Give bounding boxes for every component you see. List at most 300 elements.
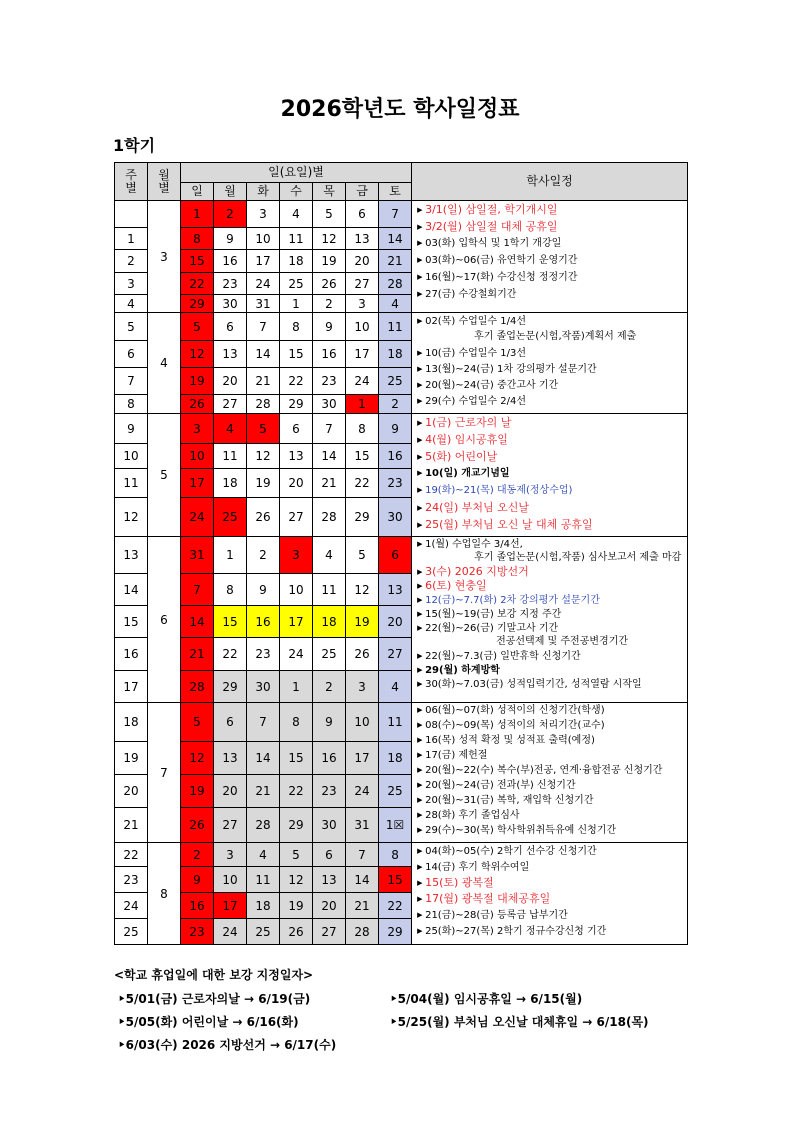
event-text: 20(월)~24(금) 중간고사 기간 (425, 380, 559, 391)
bullet-icon: ▶ (417, 540, 423, 548)
day-cell: 2 (379, 395, 412, 414)
week-number: 13 (115, 537, 148, 574)
event-item (412, 345, 687, 361)
day-cell: 1 (346, 395, 379, 414)
day-cell: 12 (313, 228, 346, 250)
day-cell: 17 (214, 893, 247, 919)
event-item (412, 448, 687, 465)
bullet-icon: ▶ (417, 666, 423, 674)
event-item (412, 252, 687, 269)
day-cell: 19 (313, 250, 346, 273)
bullet-icon: ▶ (417, 290, 423, 298)
event-item (412, 677, 687, 691)
day-cell: 6 (214, 703, 247, 742)
day-cell: 12 (181, 341, 214, 368)
day-cell: 13 (214, 341, 247, 368)
event-text: 4(월) 임시공휴일 (425, 433, 508, 446)
day-cell: 27 (313, 919, 346, 945)
day-header: 금 (346, 183, 379, 201)
day-cell: 30 (214, 295, 247, 313)
event-text: 15(월)~19(금) 보강 지정 주간 (425, 609, 562, 620)
day-cell: 4 (379, 295, 412, 313)
bullet-icon: ▶ (417, 624, 423, 632)
day-header: 목 (313, 183, 346, 201)
day-cell: 5 (181, 313, 214, 341)
event-item (412, 579, 687, 593)
bullet-icon: ▶ (417, 521, 423, 529)
day-cell: 15 (379, 867, 412, 893)
day-cell: 24 (346, 368, 379, 395)
day-cell: 5 (247, 414, 280, 444)
day-cell: 28 (313, 498, 346, 537)
bullet-icon: ▶ (417, 826, 423, 834)
event-text: 30(화)~7.03(금) 성적입력기간, 성적열람 시작일 (425, 679, 642, 690)
day-cell: 16 (313, 742, 346, 775)
bullet-icon: ▶ (417, 863, 423, 871)
bullet-icon: ▶ (417, 504, 423, 512)
day-cell: 4 (313, 537, 346, 574)
day-cell: 19 (346, 606, 379, 638)
bullet-icon: ▶ (417, 927, 423, 935)
day-cell: 24 (214, 919, 247, 945)
event-text: 27(금) 수강철회기간 (425, 289, 517, 300)
day-cell: 27 (280, 498, 313, 537)
event-item (412, 621, 687, 635)
day-cell: 16 (214, 250, 247, 273)
week-number: 22 (115, 843, 148, 867)
day-cell: 20 (214, 368, 247, 395)
day-cell: 14 (247, 742, 280, 775)
day-cell: 15 (181, 250, 214, 273)
day-cell: 25 (280, 273, 313, 295)
day-cell: 7 (313, 414, 346, 444)
day-cell: 26 (280, 919, 313, 945)
bullet-icon: ▶ (417, 706, 423, 714)
month-label: 3 (148, 201, 181, 313)
day-cell: 30 (313, 395, 346, 414)
week-number: 16 (115, 638, 148, 671)
week-number: 18 (115, 703, 148, 742)
day-cell: 22 (181, 273, 214, 295)
day-cell: 15 (280, 341, 313, 368)
day-cell: 18 (379, 341, 412, 368)
day-cell: 10 (346, 313, 379, 341)
day-cell: 15 (214, 606, 247, 638)
event-item (412, 808, 687, 823)
day-cell: 4 (280, 201, 313, 228)
day-cell: 17 (247, 250, 280, 273)
event-item (412, 499, 687, 516)
day-cell: 4 (247, 843, 280, 867)
event-text: 22(월)~7.3(금) 일반휴학 신청기간 (425, 651, 581, 662)
day-cell: 11 (280, 228, 313, 250)
event-item (412, 891, 687, 907)
day-cell: 9 (181, 867, 214, 893)
week-number: 19 (115, 742, 148, 775)
day-cell: 20 (313, 893, 346, 919)
bullet-icon: ▶ (417, 911, 423, 919)
day-cell: 2 (313, 671, 346, 703)
day-cell: 31 (346, 808, 379, 843)
day-cell: 11 (313, 574, 346, 606)
week-row (115, 414, 688, 444)
day-cell: 19 (280, 893, 313, 919)
day-cell: 6 (214, 313, 247, 341)
day-cell: 20 (280, 469, 313, 498)
event-item (412, 201, 687, 218)
day-cell: 20 (379, 606, 412, 638)
week-header: 주 별 (115, 163, 148, 201)
event-text: 17(월) 광복절 대체공휴일 (425, 892, 551, 905)
makeup-note: ‣5/25(월) 부처님 오신날 대체휴일 → 6/18(목) (390, 1015, 649, 1029)
bullet-icon: ▶ (417, 736, 423, 744)
month-header: 월 별 (148, 163, 181, 201)
day-cell: 28 (379, 273, 412, 295)
event-item (412, 286, 687, 303)
day-cell: 17 (346, 742, 379, 775)
event-text: 12(금)~7.7(화) 2차 강의평가 설문기간 (425, 595, 600, 606)
event-text: 16(목) 성적 확정 및 성적표 출력(예정) (425, 735, 595, 746)
event-text: 20(월)~22(수) 복수(부)전공, 연계·융합전공 신청기간 (425, 765, 663, 776)
day-header: 토 (379, 183, 412, 201)
day-cell: 22 (280, 775, 313, 808)
event-text: 29(수)~30(목) 학사학위취득유예 신청기간 (425, 825, 617, 836)
day-cell: 21 (181, 638, 214, 671)
day-cell: 8 (214, 574, 247, 606)
day-cell: 3 (247, 201, 280, 228)
day-cell: 8 (181, 228, 214, 250)
bullet-icon: ▶ (417, 652, 423, 660)
day-cell: 14 (346, 867, 379, 893)
day-cell: 5 (181, 703, 214, 742)
event-text: 6(토) 현충일 (425, 579, 487, 592)
day-cell: 24 (346, 775, 379, 808)
week-number: 9 (115, 414, 148, 444)
event-text: 16(월)~17(화) 수강신청 정정기간 (425, 272, 578, 283)
day-cell: 29 (346, 498, 379, 537)
day-cell: 4 (379, 671, 412, 703)
day-cell: 27 (214, 395, 247, 414)
week-number: 17 (115, 671, 148, 703)
day-cell: 2 (214, 201, 247, 228)
day-cell: 8 (280, 313, 313, 341)
day-cell: 13 (214, 742, 247, 775)
bullet-icon: ▶ (417, 610, 423, 618)
bullet-icon: ▶ (417, 879, 423, 887)
event-item (412, 235, 687, 252)
event-item (412, 377, 687, 393)
day-header: 일 (181, 183, 214, 201)
day-cell: 20 (214, 775, 247, 808)
week-row (115, 537, 688, 574)
week-number: 3 (115, 273, 148, 295)
day-cell: 21 (379, 250, 412, 273)
bullet-icon: ▶ (417, 811, 423, 819)
events-header: 학사일정 (412, 163, 688, 201)
bullet-icon: ▶ (417, 397, 423, 405)
event-item (412, 875, 687, 891)
day-cell: 23 (313, 775, 346, 808)
day-cell: 16 (379, 444, 412, 469)
day-cell: 7 (181, 574, 214, 606)
bullet-icon: ▶ (417, 223, 423, 231)
week-number: 12 (115, 498, 148, 537)
day-cell: 12 (346, 574, 379, 606)
bullet-icon: ▶ (417, 796, 423, 804)
day-cell: 19 (181, 775, 214, 808)
day-cell: 14 (247, 341, 280, 368)
event-text: 20(월)~31(금) 복학, 재입학 신청기간 (425, 795, 594, 806)
day-cell: 25 (313, 638, 346, 671)
day-cell: 23 (313, 368, 346, 395)
bullet-icon: ▶ (417, 847, 423, 855)
day-cell: 6 (313, 843, 346, 867)
day-cell: 1 (280, 671, 313, 703)
event-item (412, 663, 687, 677)
month-events (412, 313, 688, 414)
day-cell: 2 (313, 295, 346, 313)
event-item (412, 907, 687, 923)
month-events (412, 414, 688, 537)
week-number: 7 (115, 368, 148, 395)
week-number: 24 (115, 893, 148, 919)
day-cell: 30 (313, 808, 346, 843)
event-item (412, 482, 687, 499)
event-item (412, 537, 687, 551)
event-item (412, 778, 687, 793)
day-cell: 26 (247, 498, 280, 537)
event-item (412, 329, 687, 345)
event-text: 1(월) 수업일수 3/4선, (425, 539, 523, 550)
week-number: 2 (115, 250, 148, 273)
day-cell: 23 (379, 469, 412, 498)
week-number: 10 (115, 444, 148, 469)
event-text: 08(수)~09(목) 성적이의 처리기간(교수) (425, 720, 605, 731)
bullet-icon: ▶ (417, 781, 423, 789)
day-cell: 10 (181, 444, 214, 469)
event-text: 24(일) 부처님 오신날 (425, 501, 530, 514)
day-cell: 8 (346, 414, 379, 444)
bullet-icon: ▶ (417, 365, 423, 373)
month-label: 8 (148, 843, 181, 945)
day-cell: 22 (280, 368, 313, 395)
day-cell: 7 (346, 843, 379, 867)
week-number: 11 (115, 469, 148, 498)
day-cell: 15 (280, 742, 313, 775)
day-cell: 22 (346, 469, 379, 498)
bullet-icon: ▶ (417, 721, 423, 729)
event-text: 29(수) 수업일수 2/4선 (425, 396, 527, 407)
bullet-icon: ▶ (417, 206, 423, 214)
day-cell: 29 (280, 395, 313, 414)
day-cell: 25 (247, 919, 280, 945)
month-label: 6 (148, 537, 181, 703)
day-cell: 18 (247, 893, 280, 919)
event-text: 13(월)~24(금) 1차 강의평가 설문기간 (425, 364, 597, 375)
month-label: 4 (148, 313, 181, 414)
bullet-icon: ▶ (417, 453, 423, 461)
event-text: 25(월) 부처님 오신 날 대체 공휴일 (425, 518, 593, 531)
day-cell: 24 (247, 273, 280, 295)
makeup-note: ‣5/04(월) 임시공휴일 → 6/15(월) (390, 992, 583, 1006)
day-cell: 5 (313, 201, 346, 228)
week-number: 6 (115, 341, 148, 368)
event-item (412, 843, 687, 859)
event-text: 3/1(일) 삼일절, 학기개시일 (425, 203, 558, 216)
event-item (412, 635, 687, 649)
week-number: 21 (115, 808, 148, 843)
day-cell: 28 (247, 395, 280, 414)
event-text: 21(금)~28(금) 등록금 납부기간 (425, 910, 568, 921)
event-text: 후기 졸업논문(시험,작품) 심사보고서 제출 마감 (474, 552, 682, 563)
day-cell: 25 (379, 775, 412, 808)
day-cell: 7 (247, 313, 280, 341)
day-cell: 25 (214, 498, 247, 537)
bullet-icon: ▶ (417, 486, 423, 494)
event-text: 03(화)~06(금) 유연학기 운영기간 (425, 255, 578, 266)
day-cell: 25 (379, 368, 412, 395)
day-cell: 1 (280, 295, 313, 313)
day-cell: 28 (346, 919, 379, 945)
bullet-icon: ▶ (417, 596, 423, 604)
bullet-icon: ▶ (417, 349, 423, 357)
day-cell: 4 (214, 414, 247, 444)
bullet-icon: ▶ (417, 568, 423, 576)
event-item (412, 551, 687, 565)
day-cell: 29 (214, 671, 247, 703)
day-cell: 27 (214, 808, 247, 843)
day-cell: 21 (313, 469, 346, 498)
day-cell: 22 (214, 638, 247, 671)
week-number: 20 (115, 775, 148, 808)
event-text: 3(수) 2026 지방선거 (425, 565, 529, 578)
event-text: 22(월)~26(금) 기말고사 기간 (425, 623, 559, 634)
day-cell: 18 (280, 250, 313, 273)
makeup-note: ‣5/05(화) 어린이날 → 6/16(화) (118, 1015, 299, 1029)
event-text: 전공선택제 및 주전공변경기간 (496, 636, 629, 647)
day-cell: 11 (247, 867, 280, 893)
event-item (412, 718, 687, 733)
day-cell: 31 (181, 537, 214, 574)
event-text: 20(월)~24(금) 전과(부) 신청기간 (425, 780, 576, 791)
event-text: 10(일) 개교기념일 (425, 468, 510, 479)
day-cell: 12 (181, 742, 214, 775)
day-cell: 30 (379, 498, 412, 537)
event-item (412, 748, 687, 763)
day-cell: 18 (313, 606, 346, 638)
event-item (412, 361, 687, 377)
week-row (115, 313, 688, 341)
event-text: 3/2(월) 삼일절 대체 공휴일 (425, 220, 558, 233)
week-row (115, 201, 688, 228)
bullet-icon: ▶ (417, 381, 423, 389)
day-cell: 12 (247, 444, 280, 469)
day-cell: 27 (346, 273, 379, 295)
day-cell: 3 (346, 295, 379, 313)
week-number: 5 (115, 313, 148, 341)
day-cell: 3 (214, 843, 247, 867)
day-cell: 9 (379, 414, 412, 444)
event-item (412, 793, 687, 808)
day-cell: 29 (280, 808, 313, 843)
bullet-icon: ▶ (417, 582, 423, 590)
day-header: 수 (280, 183, 313, 201)
page-title: 2026학년도 학사일정표 (280, 97, 520, 122)
event-item (412, 733, 687, 748)
day-cell: 6 (379, 537, 412, 574)
event-item (412, 465, 687, 482)
event-text: 28(화) 후기 졸업심사 (425, 810, 520, 821)
event-item (412, 859, 687, 875)
day-cell: 8 (379, 843, 412, 867)
day-cell: 21 (247, 775, 280, 808)
day-cell: 21 (346, 893, 379, 919)
day-cell: 13 (346, 228, 379, 250)
event-text: 04(화)~05(수) 2학기 선수강 신청기간 (425, 846, 597, 857)
event-text: 29(월) 하계방학 (425, 665, 500, 676)
day-cell: 13 (379, 574, 412, 606)
bullet-icon: ▶ (417, 751, 423, 759)
event-text: 25(화)~27(목) 2학기 정규수강신청 기간 (425, 926, 607, 937)
day-cell: 31 (247, 295, 280, 313)
event-text: 06(월)~07(화) 성적이의 신청기간(학생) (425, 705, 605, 716)
day-cell: 9 (313, 313, 346, 341)
event-item (412, 565, 687, 579)
day-cell: 21 (247, 368, 280, 395)
event-text: 03(화) 입학식 및 1학기 개강일 (425, 238, 562, 249)
day-cell: 24 (181, 498, 214, 537)
day-cell: 30 (247, 671, 280, 703)
day-header: 화 (247, 183, 280, 201)
makeup-notes-heading: <학교 휴업일에 대한 보강 지정일자> (114, 968, 314, 982)
day-cell: 20 (346, 250, 379, 273)
event-text: 15(토) 광복절 (425, 876, 494, 889)
day-cell: 13 (313, 867, 346, 893)
day-cell: 22 (379, 893, 412, 919)
event-item (412, 313, 687, 329)
day-cell: 5 (346, 537, 379, 574)
month-events (412, 703, 688, 843)
day-cell: 10 (247, 228, 280, 250)
day-cell: 6 (280, 414, 313, 444)
academic-calendar-table (114, 162, 688, 945)
bullet-icon: ▶ (417, 256, 423, 264)
event-item (412, 823, 687, 838)
day-cell: 19 (181, 368, 214, 395)
bullet-icon: ▶ (417, 469, 423, 477)
event-text: 10(금) 수업일수 1/3선 (425, 348, 527, 359)
day-cell: 8 (280, 703, 313, 742)
event-item (412, 516, 687, 533)
day-cell: 1 (214, 537, 247, 574)
month-events (412, 843, 688, 945)
day-cell: 10 (346, 703, 379, 742)
day-cell: 10 (280, 574, 313, 606)
day-cell: 28 (247, 808, 280, 843)
week-number: 23 (115, 867, 148, 893)
day-cell: 14 (181, 606, 214, 638)
day-cell: 19 (247, 469, 280, 498)
event-item (412, 763, 687, 778)
bullet-icon: ▶ (417, 273, 423, 281)
day-cell: 16 (247, 606, 280, 638)
day-cell: 14 (313, 444, 346, 469)
month-events (412, 201, 688, 313)
day-cell: 2 (247, 537, 280, 574)
day-cell: 5 (280, 843, 313, 867)
day-cell: 2 (181, 843, 214, 867)
event-item (412, 218, 687, 235)
